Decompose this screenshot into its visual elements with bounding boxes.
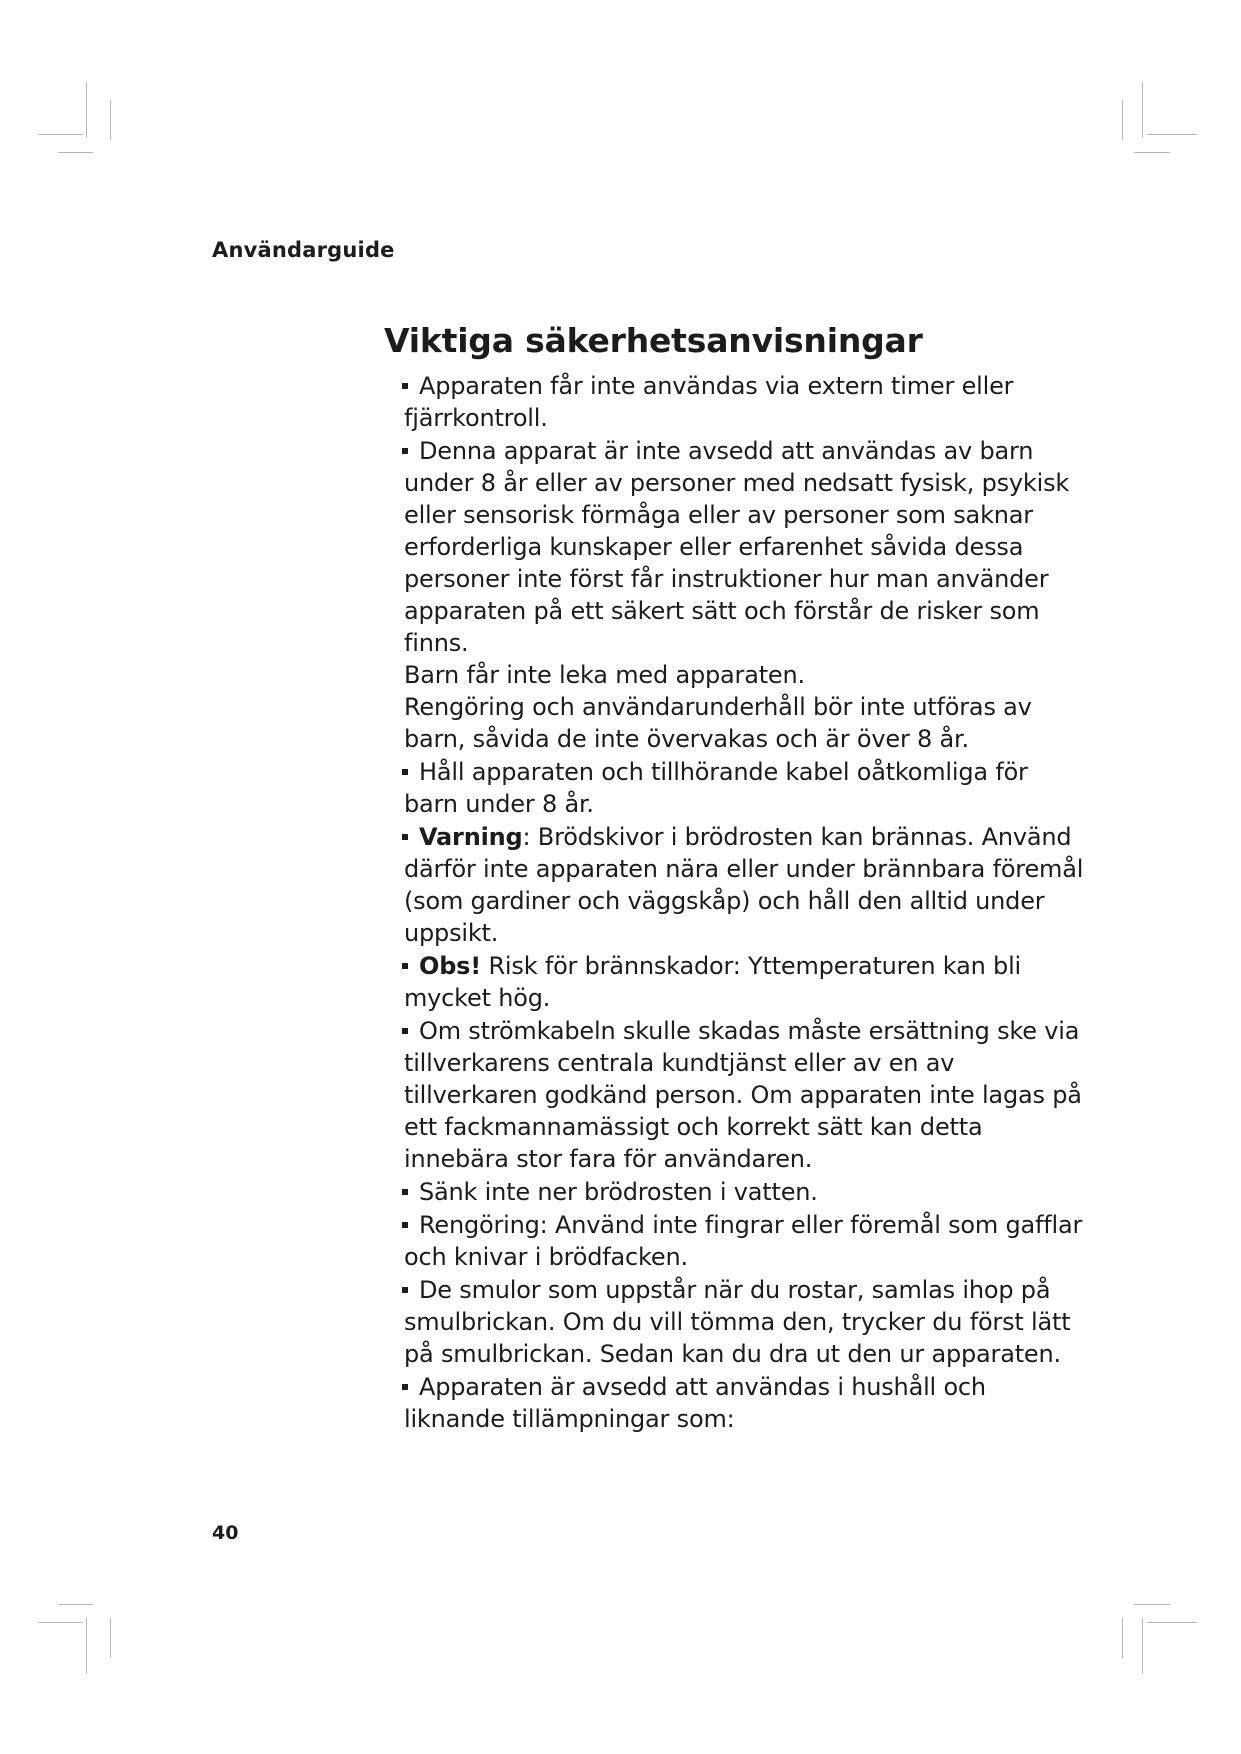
bullet-icon	[402, 1222, 408, 1228]
item-text: Risk för brännskador: Yttemperaturen kan bli mycket hög.	[404, 952, 1022, 1012]
list-item	[404, 1176, 1084, 1208]
crop-mark	[86, 82, 87, 138]
bullet-icon	[402, 769, 408, 775]
list-item	[404, 756, 1084, 820]
item-text: Rengöring: Använd inte fingrar eller föremål som gafflar och knivar i brödfacken.	[404, 1211, 1083, 1271]
bullet-icon	[402, 834, 408, 840]
item-extra-text: Rengöring och användarunderhåll bör inte utföras av barn, såvida de inte övervakas och är över 8 år.	[404, 693, 1032, 753]
running-head: Användarguide	[212, 238, 395, 262]
item-text: : Brödskivor i brödrosten kan brännas. Använd därför inte apparaten nära eller under brännbara föremål (som gardiner och väggskåp) och håll den alltid under uppsikt.	[404, 823, 1084, 947]
crop-mark	[1134, 152, 1170, 153]
page-number: 40	[212, 1522, 239, 1544]
list-item-warning	[404, 821, 1084, 949]
section-title: Viktiga säkerhetsanvisningar	[384, 321, 923, 360]
list-item	[404, 1015, 1084, 1175]
note-label: Obs!	[419, 952, 482, 980]
bullet-icon	[402, 1287, 408, 1293]
crop-mark	[38, 134, 83, 135]
list-item-note	[404, 950, 1084, 1014]
crop-mark	[1142, 82, 1143, 138]
list-item	[404, 1371, 1084, 1435]
bullet-icon	[402, 963, 408, 969]
crop-mark	[1147, 134, 1197, 135]
list-item	[404, 1209, 1084, 1273]
crop-mark	[86, 1618, 87, 1674]
crop-mark	[58, 152, 93, 153]
item-text: Sänk inte ner brödrosten i vatten.	[419, 1178, 818, 1206]
item-text: Apparaten får inte användas via extern timer eller fjärrkontroll.	[404, 372, 1014, 432]
bullet-icon	[402, 448, 408, 454]
crop-mark	[1134, 1604, 1170, 1605]
bullet-icon	[402, 1028, 408, 1034]
bullet-icon	[402, 1384, 408, 1390]
crop-mark	[110, 1618, 111, 1658]
item-text: Håll apparaten och tillhörande kabel oåtkomliga för barn under 8 år.	[404, 758, 1028, 818]
list-item	[404, 1274, 1084, 1370]
list-item	[404, 435, 1084, 755]
item-text: Apparaten är avsedd att användas i hushåll och liknande tillämpningar som:	[404, 1373, 986, 1433]
warning-label: Varning	[419, 823, 523, 851]
crop-mark	[38, 1622, 83, 1623]
crop-mark	[1122, 100, 1123, 140]
bullet-icon	[402, 1189, 408, 1195]
crop-mark	[1147, 1622, 1197, 1623]
item-extra-text: Barn får inte leka med apparaten.	[404, 661, 805, 689]
list-item	[404, 370, 1084, 434]
item-text: Om strömkabeln skulle skadas måste ersättning ske via tillverkarens centrala kundtjänst eller av en av tillverkaren godkänd person. Om apparaten inte lagas på ett fackmannamässigt och korrekt sätt kan detta innebära stor fara för användaren.	[404, 1017, 1082, 1173]
item-text: Denna apparat är inte avsedd att användas av barn under 8 år eller av personer med nedsatt fysisk, psykisk eller sensorisk förmåga eller av personer som saknar erforderliga kunskaper eller erfarenhet såvida dessa personer inte först får instruktioner hur man använder apparaten på ett säkert sätt och förstår de risker som finns.	[404, 437, 1070, 657]
crop-mark	[58, 1604, 93, 1605]
bullet-icon	[402, 383, 408, 389]
item-text: De smulor som uppstår när du rostar, samlas ihop på smulbrickan. Om du vill tömma den, trycker du först lätt på smulbrickan. Sedan kan du dra ut den ur apparaten.	[404, 1276, 1071, 1368]
crop-mark	[110, 100, 111, 140]
crop-mark	[1142, 1618, 1143, 1674]
safety-list	[404, 370, 1084, 1435]
crop-mark	[1122, 1618, 1123, 1658]
